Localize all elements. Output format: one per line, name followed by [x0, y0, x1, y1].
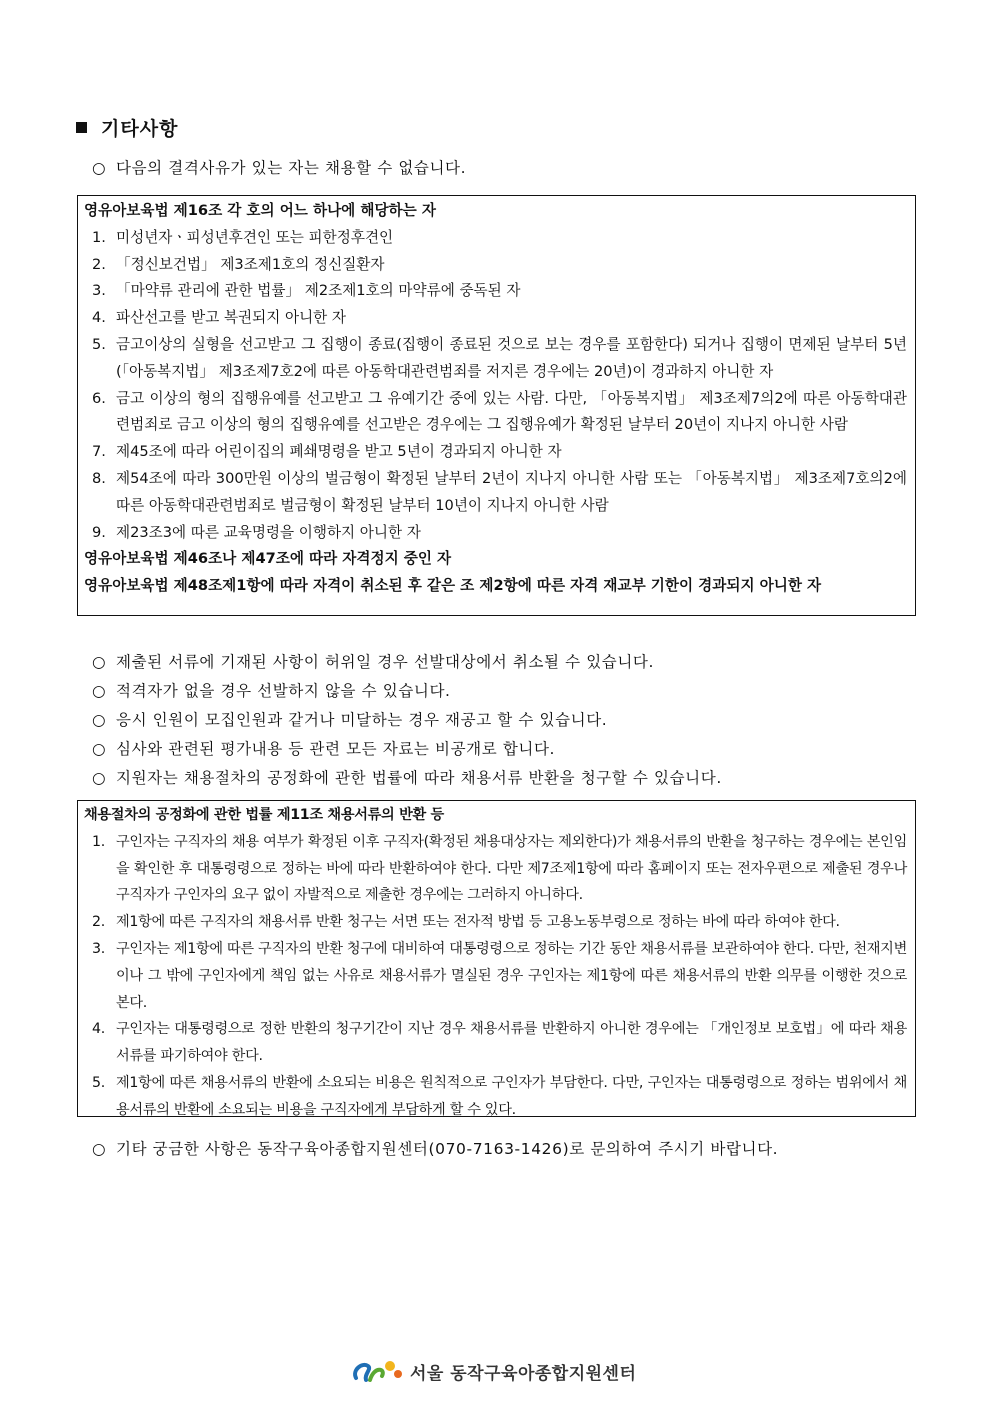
law-box: [77, 800, 916, 1117]
circle-bullet-icon: ○: [92, 740, 107, 758]
box-footer-line: 영유아보육법 제46조나 제47조에 따라 자격정지 중인 자: [84, 550, 452, 568]
square-bullet-icon: [76, 122, 87, 133]
list-item: 8. 제54조에 따라 300만원 이상의 벌금형이 확정된 날부터 2년이 지나지 아니한 사람 또는 「아동복지법」 제3조제7호의2에 따른 아동학대관련범죄로 벌금형이 확정된 날부터 10년이 지나지 아니한 사람: [92, 469, 907, 514]
footer-logo: [352, 1356, 636, 1386]
list-item: 1. 구인자는 구직자의 채용 여부가 확정된 이후 구직자(확정된 채용대상자는 제외한다)가 채용서류의 반환을 청구하는 경우에는 본인임을 확인한 후 대통령령으로 정하는 바에 따라 반환하여야 한다. 다만 제7조제1항에 따라 홈페이지 또는 전자우편으로 제출된 경우나 구직자가 구인자의 요구 없이 자발적으로 제출한 경우에는 그러하지 아니하다.: [92, 833, 907, 904]
list-item: 2. 제1항에 따른 구직자의 채용서류 반환 청구는 서면 또는 전자적 방법 등 고용노동부령으로 정하는 바에 따라 하여야 한다.: [92, 914, 840, 931]
intro-line: ○ 다음의 결격사유가 있는 자는 채용할 수 없습니다.: [92, 159, 467, 177]
section-title-text: 기타사항: [101, 118, 179, 140]
footer-org-name: 서울 동작구육아종합지원센터: [410, 1363, 637, 1384]
circle-bullet-icon: ○: [92, 711, 107, 729]
note-line: ○ 제출된 서류에 기재된 사항이 허위일 경우 선발대상에서 취소될 수 있습니다.: [92, 653, 655, 671]
list-item: 6. 금고 이상의 형의 집행유예를 선고받고 그 유예기간 중에 있는 사람. 다만, 「아동복지법」 제3조제7의2에 따른 아동학대관련범죄로 금고 이상의 형의 집행유예를 선고받은 경우에는 그 집행유예가 확정된 날부터 20년이 지나지 아니한 사람: [92, 389, 907, 434]
box-heading: 채용절차의 공정화에 관한 법률 제11조 채용서류의 반환 등: [84, 807, 444, 823]
note-line: ○ 지원자는 채용절차의 공정화에 관한 법률에 따라 채용서류 반환을 청구할 수 있습니다.: [92, 769, 722, 787]
list-item: 9. 제23조3에 따른 교육명령을 이행하지 아니한 자: [92, 523, 421, 541]
note-line: ○ 적격자가 없을 경우 선발하지 않을 수 있습니다.: [92, 682, 451, 700]
box-heading: 영유아보육법 제16조 각 호의 어느 하나에 해당하는 자: [84, 202, 436, 219]
box-footer-line: 영유아보육법 제48조제1항에 따라 자격이 취소된 후 같은 조 제2항에 따른 자격 재교부 기한이 경과되지 아니한 자: [84, 577, 822, 595]
list-item: 3. 「마약류 관리에 관한 법률」 제2조제1호의 마약류에 중독된 자: [92, 282, 521, 300]
circle-bullet-icon: ○: [92, 769, 107, 787]
note-line: ○ 심사와 관련된 평가내용 등 관련 모든 자료는 비공개로 합니다.: [92, 740, 556, 758]
circle-bullet-icon: ○: [92, 682, 107, 700]
contact-line: ○ 기타 궁금한 사항은 동작구육아종합지원센터(070-7163-1426)로 문의하여 주시기 바랍니다.: [92, 1140, 779, 1158]
list-item: 2. 「정신보건법」 제3조제1호의 정신질환자: [92, 255, 385, 273]
note-line: ○ 응시 인원이 모집인원과 같거나 미달하는 경우 재공고 할 수 있습니다.: [92, 711, 608, 729]
section-title: [76, 114, 178, 141]
list-item: 4. 구인자는 대통령령으로 정한 반환의 청구기간이 지난 경우 채용서류를 반환하지 아니한 경우에는 「개인정보 보호법」에 따라 채용서류를 파기하여야 한다.: [92, 1021, 907, 1065]
list-item: 5. 금고이상의 실형을 선고받고 그 집행이 종료(집행이 종료된 것으로 보는 경우를 포함한다) 되거나 집행이 면제된 날부터 5년(「아동복지법」 제3조제7호2에 따른 아동학대관련범죄를 저지른 경우에는 20년)이 경과하지 아니한 자: [92, 335, 907, 380]
list-item: 1. 미성년자ㆍ피성년후견인 또는 피한정후견인: [92, 228, 394, 246]
circle-bullet-icon: ○: [92, 653, 107, 671]
circle-bullet-icon: ○: [92, 159, 107, 177]
list-item: 5. 제1항에 따른 채용서류의 반환에 소요되는 비용은 원칙적으로 구인자가 부담한다. 다만, 구인자는 대통령령으로 정하는 범위에서 채용서류의 반환에 소요되는 비용을 구직자에게 부담하게 할 수 있다.: [92, 1074, 907, 1118]
disqualification-box: [77, 195, 916, 616]
circle-bullet-icon: ○: [92, 1140, 107, 1158]
list-item: 4. 파산선고를 받고 복권되지 아니한 자: [92, 309, 347, 327]
list-item: 3. 구인자는 제1항에 따른 구직자의 반환 청구에 대비하여 대통령령으로 정하는 기간 동안 채용서류를 보관하여야 한다. 다만, 천재지변이나 그 밖에 구인자에게 책임 없는 사유로 채용서류가 멸실된 경우 구인자는 제1항에 따른 채용서류의 반환 의무를 이행한 것으로 본다.: [92, 940, 907, 1011]
center-logo-icon: [352, 1356, 404, 1386]
list-item: 7. 제45조에 따라 어린이집의 폐쇄명령을 받고 5년이 경과되지 아니한 자: [92, 443, 562, 461]
